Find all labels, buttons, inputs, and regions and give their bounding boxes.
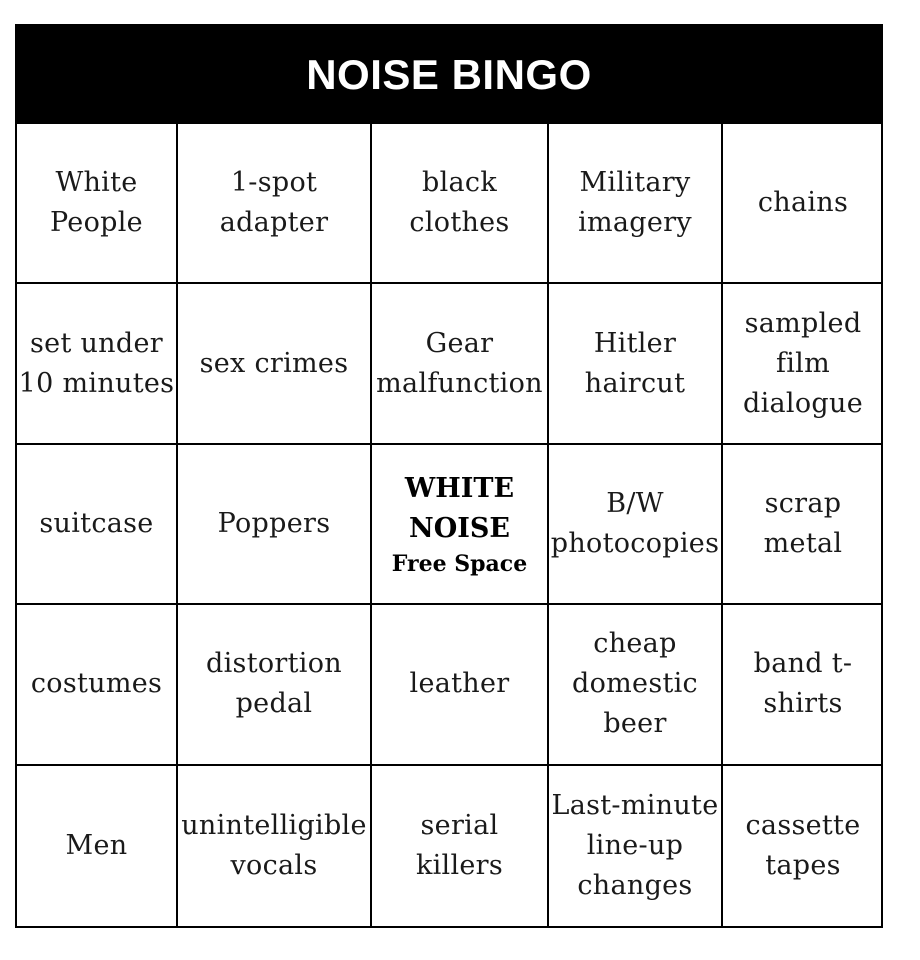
bingo-cell-r2c1 [17, 284, 178, 444]
cell-label: Hitler haircut [584, 327, 686, 399]
cell-label: suitcase [39, 507, 154, 539]
bingo-cell-r5c3 [372, 766, 549, 926]
bingo-cell-r2c5 [723, 284, 883, 444]
cell-label: Last-minute line-up changes [551, 789, 719, 901]
bingo-cell-r5c4 [549, 766, 723, 926]
free-space-content [392, 469, 527, 579]
cell-label: sex crimes [199, 347, 349, 379]
bingo-cell-r3c4 [549, 445, 723, 605]
bingo-cell-r1c2 [178, 124, 372, 284]
cell-label: serial killers [415, 809, 504, 881]
bingo-board [15, 24, 883, 928]
cell-label: leather [409, 668, 510, 700]
bingo-cell-r2c3 [372, 284, 549, 444]
bingo-cell-r5c5 [723, 766, 883, 926]
cell-label: black clothes [409, 167, 510, 239]
bingo-cell-r1c4 [549, 124, 723, 284]
cell-label: band t- shirts [753, 648, 853, 720]
bingo-cell-r4c5 [723, 605, 883, 765]
cell-label: set under 10 minutes [18, 327, 175, 399]
cell-label: Gear malfunction [376, 327, 543, 399]
cell-label: Poppers [217, 507, 331, 539]
cell-label: Men [65, 829, 128, 861]
bingo-cell-r1c1 [17, 124, 178, 284]
bingo-cell-r3c5 [723, 445, 883, 605]
bingo-grid [17, 124, 881, 926]
bingo-cell-r2c4 [549, 284, 723, 444]
cell-label: B/W photocopies [550, 487, 720, 559]
free-space-sub-label: Free Space [391, 550, 528, 577]
bingo-cell-r1c5 [723, 124, 883, 284]
cell-label: 1-spot adapter [219, 167, 329, 239]
bingo-cell-r4c2 [178, 605, 372, 765]
bingo-cell-r4c3 [372, 605, 549, 765]
cell-label: costumes [30, 668, 163, 700]
bingo-cell-r3c2 [178, 445, 372, 605]
cell-label: scrap metal [763, 487, 843, 559]
cell-label: Military imagery [578, 167, 692, 239]
cell-label: sampled film dialogue [743, 307, 863, 419]
cell-label: cassette tapes [745, 809, 861, 881]
bingo-cell-r5c2 [178, 766, 372, 926]
bingo-cell-r4c1 [17, 605, 178, 765]
free-space-cell [372, 445, 549, 605]
bingo-cell-r3c1 [17, 445, 178, 605]
bingo-cell-r1c3 [372, 124, 549, 284]
bingo-cell-r2c2 [178, 284, 372, 444]
bingo-cell-r4c4 [549, 605, 723, 765]
cell-label: cheap domestic beer [572, 628, 698, 740]
cell-label: unintelligible vocals [181, 809, 367, 881]
bingo-cell-r5c1 [17, 766, 178, 926]
cell-label: distortion pedal [206, 648, 342, 720]
cell-label: chains [757, 187, 849, 219]
bingo-title: NOISE BINGO [17, 26, 881, 124]
free-space-main-label: WHITE NOISE [404, 472, 515, 544]
cell-label: White People [50, 167, 143, 239]
